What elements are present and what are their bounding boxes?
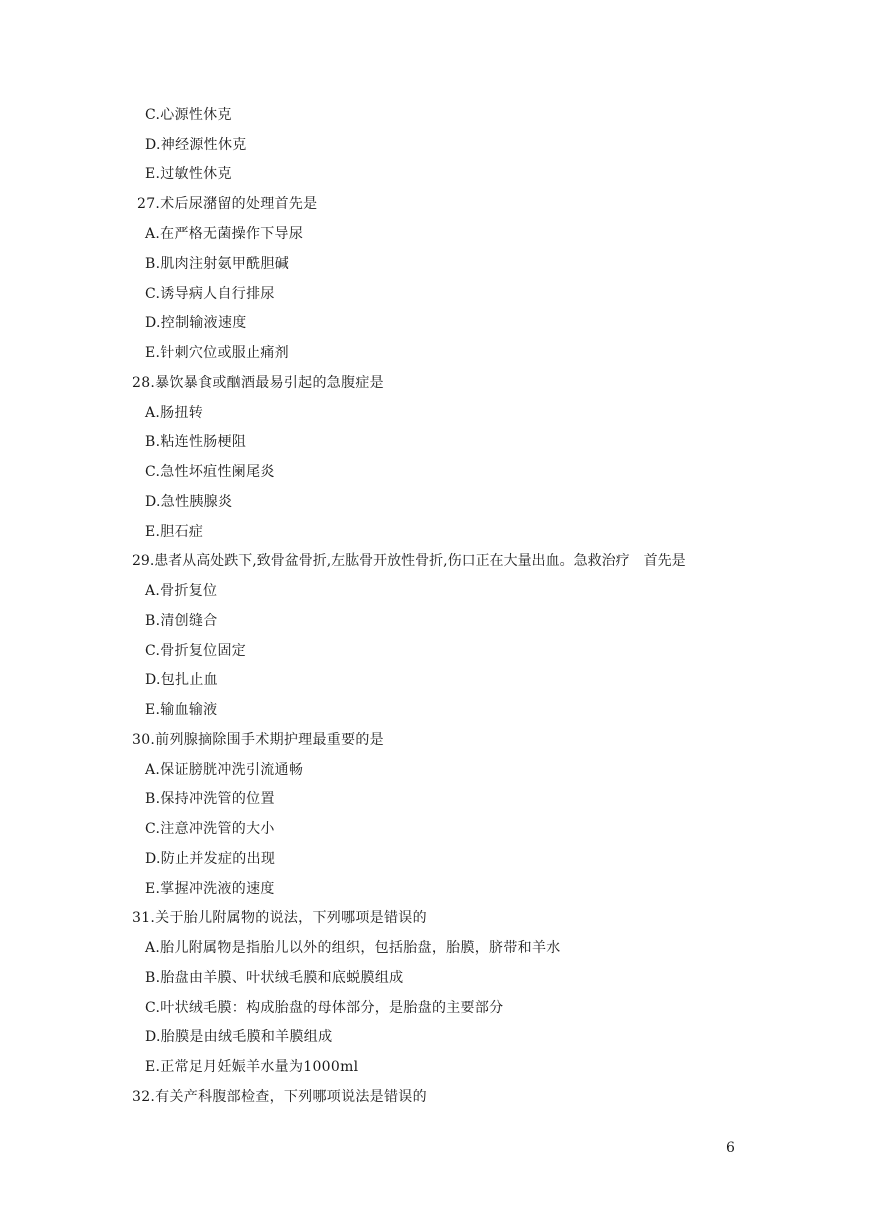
option-line: C.急性坏疽性阑尾炎: [145, 464, 275, 480]
question-line: 32.有关产科腹部检查，下列哪项说法是错误的: [132, 1089, 427, 1105]
option-line: E.过敏性休克: [145, 166, 232, 182]
option-line: D.包扎止血: [145, 672, 218, 688]
option-line: A.胎儿附属物是指胎儿以外的组织，包括胎盘，胎膜，脐带和羊水: [145, 940, 561, 956]
option-line: C.骨折复位固定: [145, 643, 247, 659]
option-line: D.神经源性休克: [145, 137, 247, 153]
option-line: A.在严格无菌操作下导尿: [145, 226, 304, 242]
question-line: 28.暴饮暴食或酗酒最易引起的急腹症是: [132, 375, 384, 391]
option-line: E.正常足月妊娠羊水量为1000ml: [145, 1059, 359, 1075]
option-line: E.针刺穴位或服止痛剂: [145, 345, 289, 361]
option-line: B.保持冲洗管的位置: [145, 791, 275, 807]
option-line: C.注意冲洗管的大小: [145, 821, 275, 837]
option-line: D.胎膜是由绒毛膜和羊膜组成: [145, 1029, 333, 1045]
option-line: B.肌肉注射氨甲酰胆碱: [145, 256, 290, 272]
page-number: 6: [726, 1140, 735, 1156]
option-line: E.掌握冲洗液的速度: [145, 881, 275, 897]
question-line: 27.术后尿潴留的处理首先是: [137, 196, 318, 212]
option-line: B.胎盘由羊膜、叶状绒毛膜和底蜕膜组成: [145, 970, 404, 986]
option-line: A.保证膀胱冲洗引流通畅: [145, 762, 304, 778]
option-line: E.输血输液: [145, 702, 218, 718]
option-line: D.控制输液速度: [145, 315, 247, 331]
option-line: E.胆石症: [145, 524, 204, 540]
question-line: 30.前列腺摘除围手术期护理最重要的是: [132, 732, 384, 748]
question-line: 31.关于胎儿附属物的说法，下列哪项是错误的: [132, 910, 427, 926]
option-line: C.心源性休克: [145, 107, 232, 123]
option-line: D.防止并发症的出现: [145, 851, 276, 867]
option-line: D.急性胰腺炎: [145, 494, 233, 510]
option-line: C.诱导病人自行排尿: [145, 286, 275, 302]
option-line: B.粘连性肠梗阻: [145, 434, 247, 450]
question-line: 29.患者从高处跌下,致骨盆骨折,左肱骨开放性骨折,伤口正在大量出血。急救治疗 首先是: [132, 553, 686, 569]
option-line: A.肠扭转: [145, 405, 204, 421]
option-line: B.清创缝合: [145, 613, 218, 629]
option-line: A.骨折复位: [145, 583, 218, 599]
option-line: C.叶状绒毛膜：构成胎盘的母体部分，是胎盘的主要部分: [145, 1000, 504, 1016]
